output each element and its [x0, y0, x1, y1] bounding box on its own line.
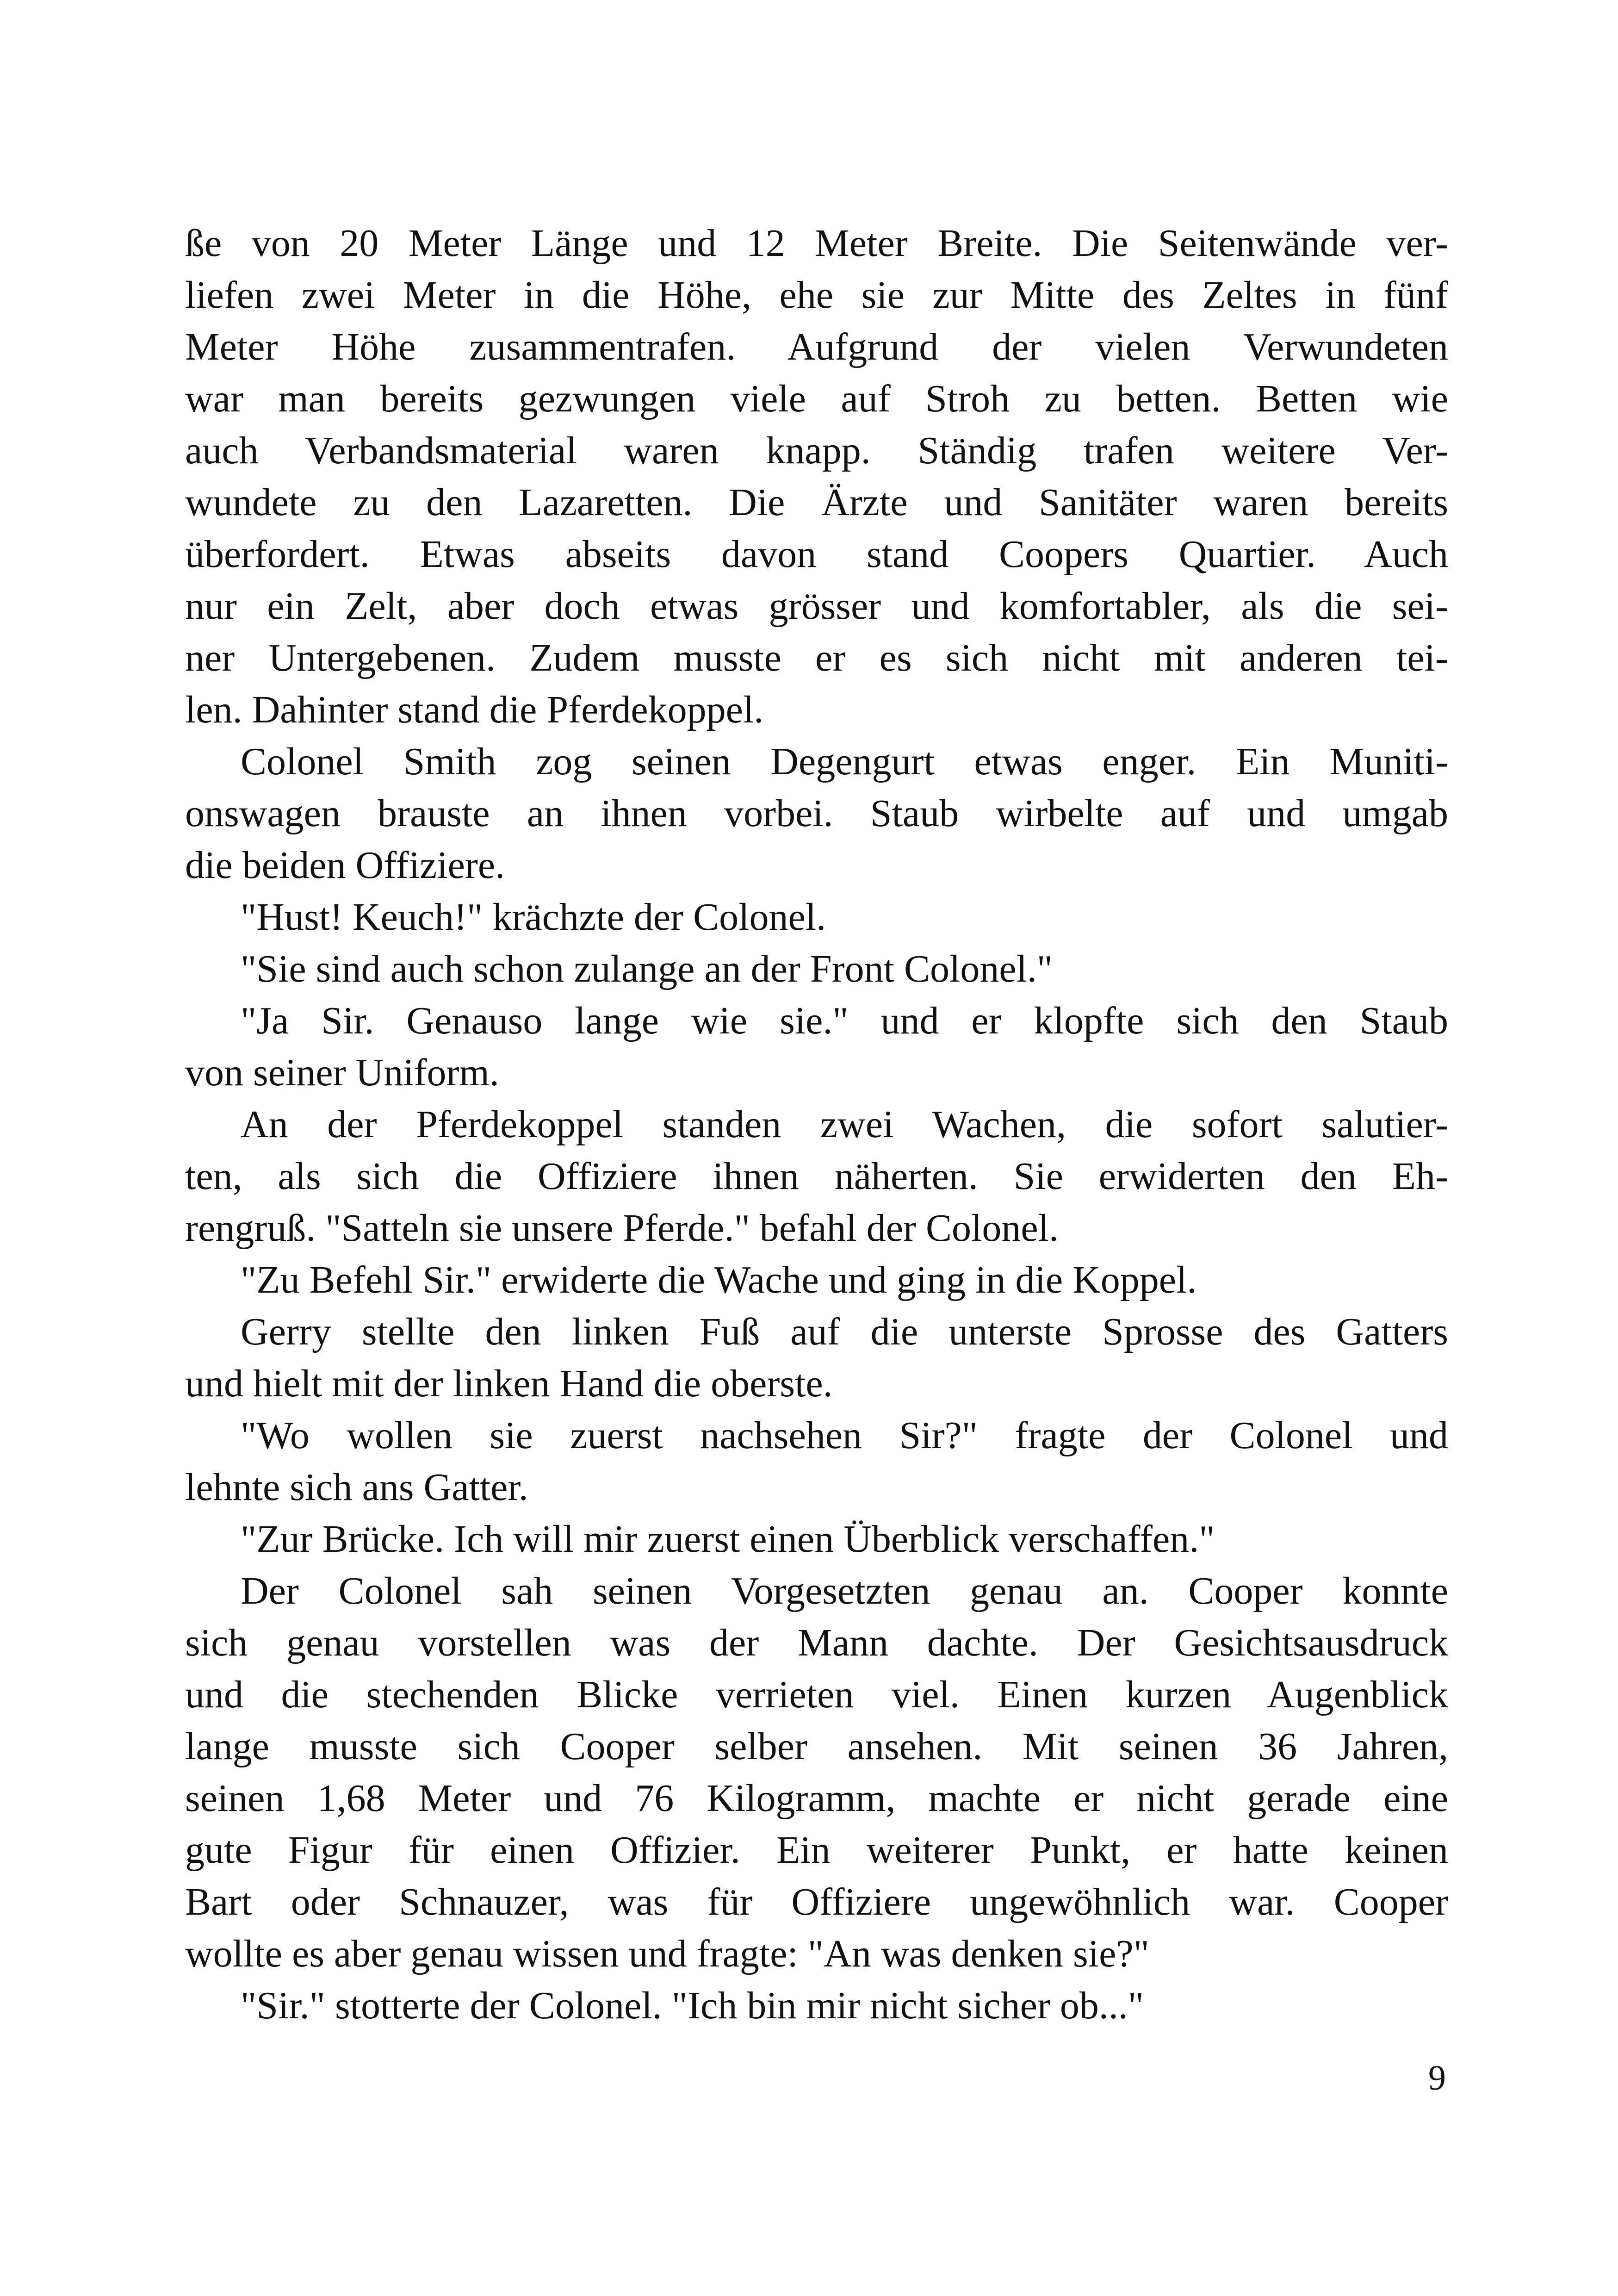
text-line: gute Figur für einen Offizier. Ein weiterer Punkt, er hatte keinen — [185, 1829, 1448, 1872]
text-line: "Sir." stotterte der Colonel. "Ich bin mir nicht sicher ob..." — [241, 1984, 1144, 2027]
text-line: Meter Höhe zusammentrafen. Aufgrund der vielen Verwundeten — [185, 325, 1448, 368]
text-line: ner Untergebenen. Zudem musste er es sich nicht mit anderen tei- — [185, 636, 1448, 679]
text-line: "Ja Sir. Genauso lange wie sie." und er klopfte sich den Staub — [241, 999, 1448, 1042]
text-line: wollte es aber genau wissen und fragte: "An was denken sie?" — [185, 1932, 1149, 1975]
text-line: "Zu Befehl Sir." erwiderte die Wache und ging in die Koppel. — [241, 1258, 1197, 1301]
text-line: "Hust! Keuch!" krächzte der Colonel. — [241, 896, 826, 939]
text-line: lange musste sich Cooper selber ansehen. Mit seinen 36 Jahren, — [185, 1725, 1448, 1768]
text-line: rengruß. "Satteln sie unsere Pferde." befahl der Colonel. — [185, 1207, 1059, 1250]
text-line: die beiden Offiziere. — [185, 844, 505, 887]
text-line: überfordert. Etwas abseits davon stand Coopers Quartier. Auch — [185, 533, 1448, 576]
text-line: seinen 1,68 Meter und 76 Kilogramm, machte er nicht gerade eine — [185, 1777, 1448, 1820]
page-number: 9 — [1428, 2059, 1446, 2097]
text-line: len. Dahinter stand die Pferdekoppel. — [185, 688, 764, 731]
text-line: Colonel Smith zog seinen Degengurt etwas enger. Ein Muniti- — [241, 740, 1448, 783]
text-line: Bart oder Schnauzer, was für Offiziere ungewöhnlich war. Cooper — [185, 1880, 1448, 1923]
text-line: liefen zwei Meter in die Höhe, ehe sie zur Mitte des Zeltes in fünf — [185, 274, 1448, 317]
text-line: wundete zu den Lazaretten. Die Ärzte und Sanitäter waren bereits — [185, 481, 1448, 524]
text-line: ten, als sich die Offiziere ihnen näherten. Sie erwiderten den Eh- — [185, 1155, 1448, 1198]
text-line: und hielt mit der linken Hand die oberste. — [185, 1362, 833, 1405]
text-line: nur ein Zelt, aber doch etwas grösser und komfortabler, als die sei- — [185, 585, 1448, 628]
text-line: An der Pferdekoppel standen zwei Wachen, die sofort salutier- — [241, 1103, 1448, 1146]
text-line: "Wo wollen sie zuerst nachsehen Sir?" fragte der Colonel und — [241, 1414, 1448, 1457]
text-line: "Sie sind auch schon zulange an der Front Colonel." — [241, 947, 1053, 990]
text-line: von seiner Uniform. — [185, 1051, 499, 1094]
text-line: Gerry stellte den linken Fuß auf die unterste Sprosse des Gatters — [241, 1310, 1448, 1353]
text-line: "Zur Brücke. Ich will mir zuerst einen Überblick verschaffen." — [241, 1518, 1215, 1561]
body-text — [185, 218, 1448, 2032]
text-line: war man bereits gezwungen viele auf Stroh zu betten. Betten wie — [185, 377, 1448, 420]
text-line: und die stechenden Blicke verrieten viel. Einen kurzen Augenblick — [185, 1673, 1448, 1716]
text-line: sich genau vorstellen was der Mann dachte. Der Gesichtsausdruck — [185, 1621, 1448, 1664]
text-line: ße von 20 Meter Länge und 12 Meter Breite. Die Seitenwände ver- — [185, 222, 1448, 265]
text-line: Der Colonel sah seinen Vorgesetzten genau an. Cooper konnte — [241, 1569, 1448, 1612]
text-line: onswagen brauste an ihnen vorbei. Staub wirbelte auf und umgab — [185, 792, 1448, 835]
text-line: lehnte sich ans Gatter. — [185, 1466, 528, 1509]
text-line: auch Verbandsmaterial waren knapp. Ständig trafen weitere Ver- — [185, 429, 1448, 472]
